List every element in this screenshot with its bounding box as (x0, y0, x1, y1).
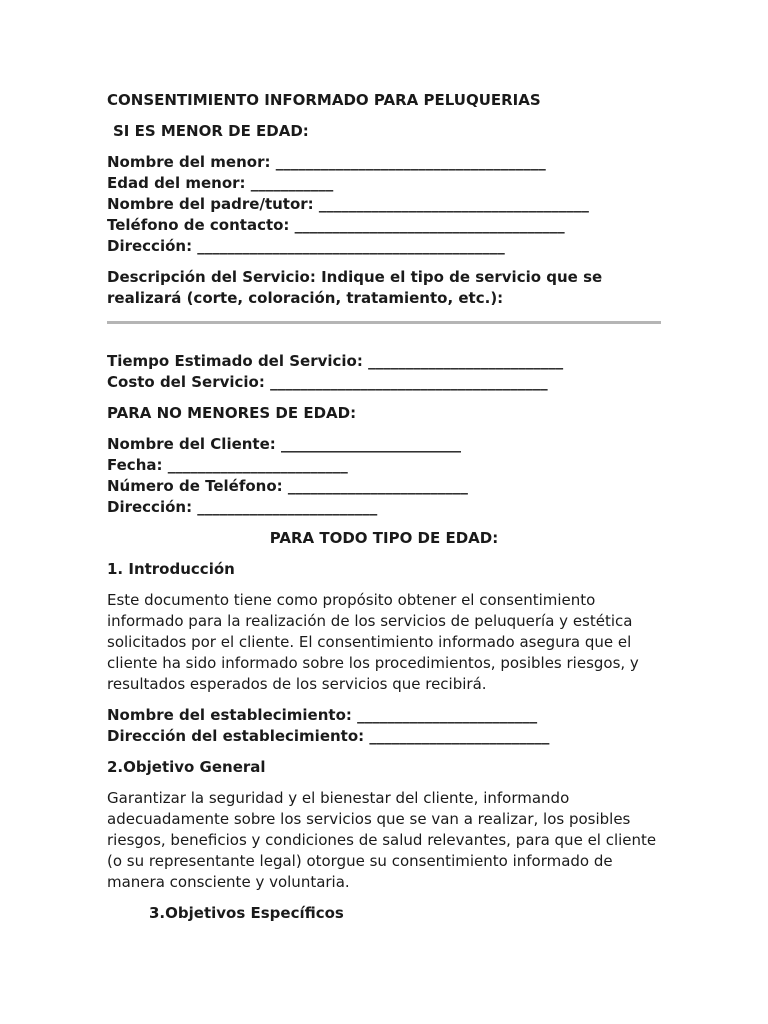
minor-name-field: Nombre del menor: ____________________________________ (107, 153, 546, 171)
service-time-field: Tiempo Estimado del Servicio: __________________________ (107, 352, 564, 370)
all-ages-heading: PARA TODO TIPO DE EDAD: (269, 529, 499, 547)
general-objective-heading: 2.Objetivo General (107, 758, 266, 776)
intro-heading: 1. Introducción (107, 560, 235, 578)
minor-fields (107, 152, 667, 257)
service-description: Descripción del Servicio: Indique el tipo de servicio que se realizará (corte, coloración, tratamiento, etc.): (107, 268, 603, 307)
adult-fields (107, 434, 667, 518)
minor-age-field: Edad del menor: ___________ (107, 174, 334, 192)
minor-section-heading: SI ES MENOR DE EDAD: (113, 122, 309, 140)
establishment-address-field: Dirección del establecimiento: ________________________ (107, 727, 550, 745)
service-cost-field: Costo del Servicio: _____________________________________ (107, 373, 548, 391)
establishment-fields (107, 705, 667, 747)
divider-line (107, 321, 661, 324)
intro-paragraph: Este documento tiene como propósito obtener el consentimiento informado para la realización de los servicios de peluquería y estética solicitados por el cliente. El consentimiento informado asegura que el cliente ha sido informado sobre los procedimientos, posibles riesgos, y resultados esperados de los servicios que recibirá. (107, 591, 639, 693)
general-objective-paragraph: Garantizar la seguridad y el bienestar del cliente, informando adecuadamente sobre los servicios que se van a realizar, los posibles riesgos, beneficios y condiciones de salud relevantes, para que el cliente (o su representante legal) otorgue su consentimiento informado de manera consciente y voluntaria. (107, 789, 657, 891)
service-fields (107, 351, 667, 393)
minor-address-field: Dirección: _________________________________________ (107, 237, 505, 255)
document-title: CONSENTIMIENTO INFORMADO PARA PELUQUERIAS (107, 91, 541, 109)
client-address-field: Dirección: ________________________ (107, 498, 378, 516)
document-page (107, 90, 667, 934)
date-field: Fecha: ________________________ (107, 456, 348, 474)
contact-phone-field: Teléfono de contacto: ____________________________________ (107, 216, 565, 234)
phone-number-field: Número de Teléfono: ________________________ (107, 477, 468, 495)
establishment-name-field: Nombre del establecimiento: ________________________ (107, 706, 538, 724)
client-name-field: Nombre del Cliente: ________________________ (107, 435, 462, 453)
specific-objectives-heading: 3.Objetivos Específicos (149, 904, 344, 922)
adult-section-heading: PARA NO MENORES DE EDAD: (107, 404, 357, 422)
guardian-name-field: Nombre del padre/tutor: ____________________________________ (107, 195, 589, 213)
